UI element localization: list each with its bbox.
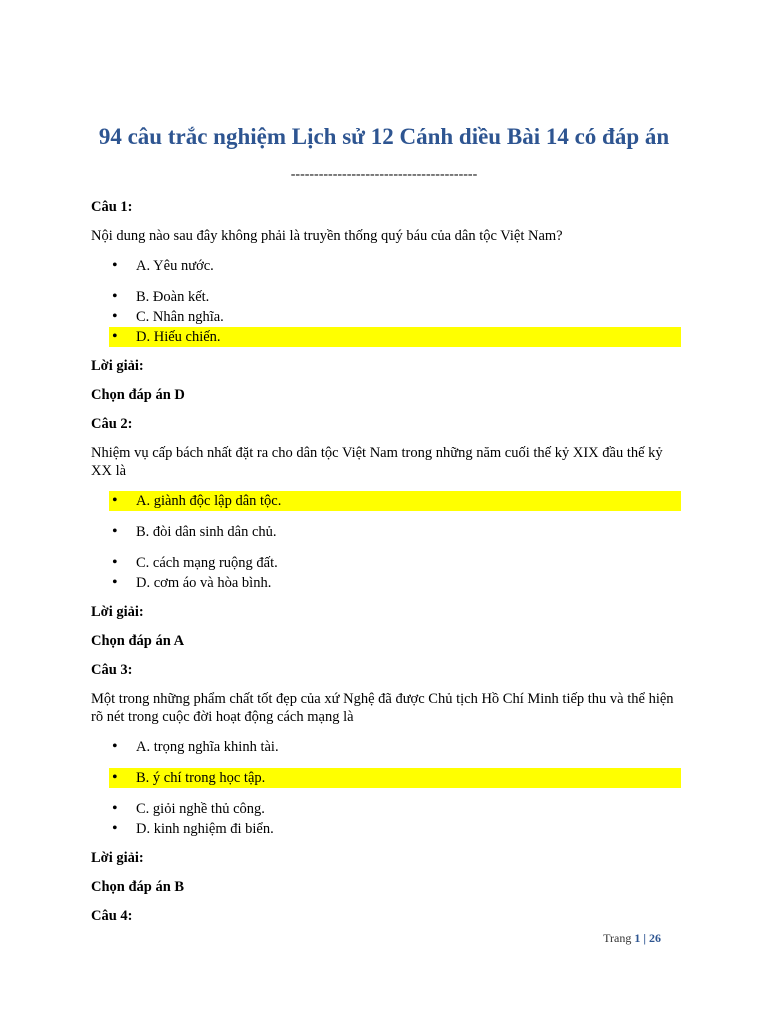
solution-label: Lời giải: [91, 850, 144, 866]
option-item: • C. Nhân nghĩa. [91, 307, 681, 327]
question-block [91, 661, 681, 896]
answer-text: Chọn đáp án A [91, 633, 185, 649]
question-block [91, 198, 681, 404]
question-block [91, 415, 681, 650]
option-item-highlighted: • A. giành độc lập dân tộc. [109, 491, 681, 511]
option-item: • A. trọng nghĩa khinh tài. [91, 737, 681, 757]
document-body [91, 198, 681, 936]
option-list [91, 256, 681, 347]
option-item: • A. Yêu nước. [91, 256, 681, 276]
document-title: 94 câu trắc nghiệm Lịch sử 12 Cánh diều Bài 14 có đáp án [98, 124, 670, 149]
question-label: Câu 1: [91, 199, 133, 215]
option-item: • C. giỏi nghề thủ công. [91, 799, 681, 819]
footer-separator: | [643, 931, 646, 945]
question-text: Nội dung nào sau đây không phải là truyền thống quý báu của dân tộc Việt Nam? [91, 228, 563, 244]
title-divider: ---------------------------------------- [290, 167, 478, 182]
option-item: • C. cách mạng ruộng đất. [91, 553, 681, 573]
option-item: • D. cơm áo và hòa bình. [91, 573, 681, 593]
solution-label: Lời giải: [91, 604, 144, 620]
option-item: • B. Đoàn kết. [91, 287, 681, 307]
option-item-highlighted: • B. ý chí trong học tập. [109, 768, 681, 788]
page-footer [603, 931, 661, 946]
question-text: Một trong những phẩm chất tốt đẹp của xứ Nghệ đã được Chủ tịch Hồ Chí Minh tiếp thu và thể hiện rõ nét trong cuộc đời hoạt động cách mạng là [91, 691, 674, 725]
question-label: Câu 4: [91, 908, 133, 924]
answer-text: Chọn đáp án B [91, 879, 185, 895]
footer-page-number: 1 [634, 931, 641, 945]
footer-page-total: 26 [649, 931, 661, 945]
answer-text: Chọn đáp án D [91, 387, 185, 403]
question-text: Nhiệm vụ cấp bách nhất đặt ra cho dân tộc Việt Nam trong những năm cuối thế kỷ XIX đầu thế kỷ XX là [91, 445, 663, 479]
option-item: • B. đòi dân sinh dân chủ. [91, 522, 681, 542]
footer-prefix: Trang [603, 931, 632, 945]
option-list [91, 737, 681, 839]
option-item-highlighted: • D. Hiếu chiến. [109, 327, 681, 347]
question-block [91, 907, 681, 925]
solution-label: Lời giải: [91, 358, 144, 374]
question-label: Câu 2: [91, 416, 133, 432]
option-list [91, 491, 681, 593]
question-label: Câu 3: [91, 662, 133, 678]
option-item: • D. kinh nghiệm đi biển. [91, 819, 681, 839]
